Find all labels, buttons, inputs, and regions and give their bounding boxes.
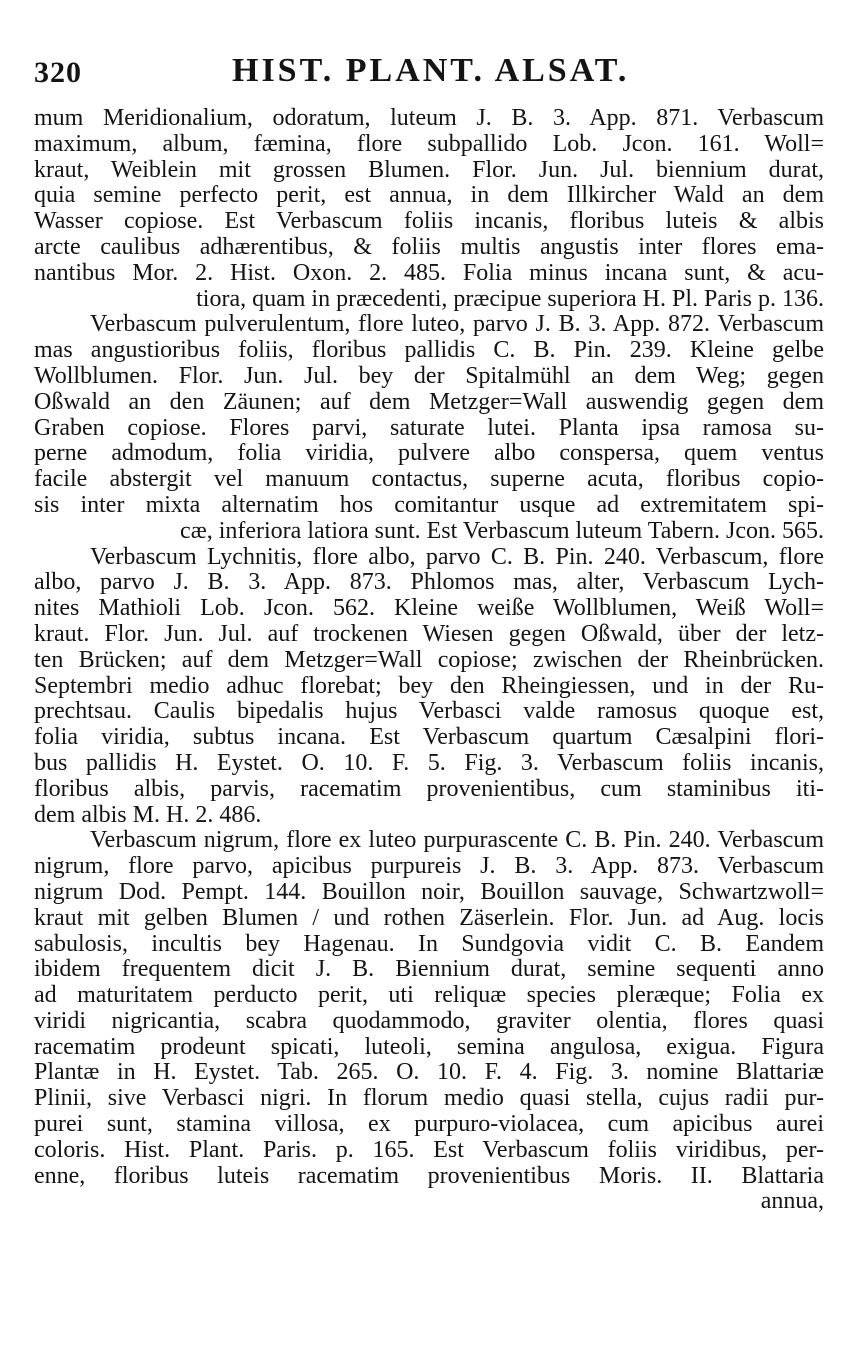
entry-heading-line: Verbascum Lychnitis, flore albo, parvo C. B. Pin. 240. Verbascum, flore — [90, 544, 824, 570]
text-line: prechtsau. Caulis bipedalis hujus Verbasci valde ramosus quoque est, — [34, 699, 824, 725]
text-line: coloris. Hist. Plant. Paris. p. 165. Est Verbascum foliis viridibus, per- — [34, 1137, 824, 1163]
text-line: ibidem frequentem dicit J. B. Biennium durat, semine sequenti anno — [34, 957, 824, 983]
text-line: cæ, inferiora latiora sunt. Est Verbascum luteum Tabern. Jcon. 565. — [180, 518, 824, 544]
text-line: nantibus Mor. 2. Hist. Oxon. 2. 485. Folia minus incana sunt, & acu- — [34, 260, 824, 286]
entry-heading-line: Verbascum pulverulentum, flore luteo, parvo J. B. 3. App. 872. Verbascum — [90, 312, 824, 338]
text-line: albo, parvo J. B. 3. App. 873. Phlomos mas, alter, Verbascum Lych- — [34, 570, 824, 596]
text-line: kraut. Flor. Jun. Jul. auf trockenen Wiesen gegen Oßwald, über der letz- — [34, 621, 824, 647]
text-line: Wasser copiose. Est Verbascum foliis incanis, floribus luteis & albis — [34, 209, 824, 235]
text-line: racematim prodeunt spicati, luteoli, semina angulosa, exigua. Figura — [34, 1034, 824, 1060]
entry-heading-line: Verbascum nigrum, flore ex luteo purpurascente C. B. Pin. 240. Verbascum — [90, 828, 824, 854]
text-line: floribus albis, parvis, racematim provenientibus, cum staminibus iti- — [34, 776, 824, 802]
page-number: 320 — [34, 56, 82, 89]
text-line: arcte caulibus adhærentibus, & foliis multis angustis inter flores ema- — [34, 234, 824, 260]
text-line: kraut mit gelben Blumen / und rothen Zäserlein. Flor. Jun. ad Aug. locis — [34, 905, 824, 931]
text-line: Septembri medio adhuc florebat; bey den Rheingiessen, und in der Ru- — [34, 673, 824, 699]
text-line: Plantæ in H. Eystet. Tab. 265. O. 10. F. 4. Fig. 3. nomine Blattariæ — [34, 1060, 824, 1086]
text-line: mum Meridionalium, odoratum, luteum J. B. 3. App. 871. Verbascum — [34, 106, 824, 131]
text-line: tiora, quam in præcedenti, præcipue superiora H. Pl. Paris p. 136. — [196, 286, 824, 312]
text-line: enne, floribus luteis racematim provenientibus Moris. II. Blattaria — [34, 1163, 824, 1189]
text-line: facile abstergit vel manuum contactus, superne acuta, floribus copio- — [34, 467, 824, 493]
text-line: quia semine perfecto perit, est annua, in dem Illkircher Wald an dem — [34, 183, 824, 209]
text-line: maximum, album, fæmina, flore subpallido Lob. Jcon. 161. Woll= — [34, 131, 824, 157]
text-line: nigrum, flore parvo, apicibus purpureis J. B. 3. App. 873. Verbascum — [34, 854, 824, 880]
text-line: Plinii, sive Verbasci nigri. In florum medio quasi stella, cujus radii pur- — [34, 1086, 824, 1112]
catchword: annua, — [760, 1189, 824, 1215]
text-line: folia viridia, subtus incana. Est Verbascum quartum Cæsalpini flori- — [34, 725, 824, 751]
text-line: purei sunt, stamina villosa, ex purpuro-violacea, cum apicibus aurei — [34, 1112, 824, 1138]
text-line: ad maturitatem perducto perit, uti reliquæ species pleræque; Folia ex — [34, 983, 824, 1009]
body-text — [34, 106, 824, 1215]
text-line: nites Mathioli Lob. Jcon. 562. Kleine weiße Wollblumen, Weiß Woll= — [34, 596, 824, 622]
text-line: ten Brücken; auf dem Metzger=Wall copiose; zwischen der Rheinbrücken. — [34, 647, 824, 673]
text-line: kraut, Weiblein mit grossen Blumen. Flor. Jun. Jul. biennium durat, — [34, 157, 824, 183]
text-line: Oßwald an den Zäunen; auf dem Metzger=Wall auswendig gegen dem — [34, 389, 824, 415]
text-line: sis inter mixta alternatim hos comitantur usque ad extremitatem spi- — [34, 492, 824, 518]
text-line: mas angustioribus foliis, floribus pallidis C. B. Pin. 239. Kleine gelbe — [34, 338, 824, 364]
text-line: sabulosis, incultis bey Hagenau. In Sundgovia vidit C. B. Eandem — [34, 931, 824, 957]
running-head — [34, 52, 820, 96]
text-line: nigrum Dod. Pempt. 144. Bouillon noir, Bouillon sauvage, Schwartzwoll= — [34, 879, 824, 905]
text-line: viridi nigricantia, scabra quodammodo, graviter olentia, flores quasi — [34, 1008, 824, 1034]
text-line: perne admodum, folia viridia, pulvere albo conspersa, quem ventus — [34, 441, 824, 467]
running-title: HIST. PLANT. ALSAT. — [232, 52, 630, 89]
text-line: dem albis M. H. 2. 486. — [34, 802, 262, 828]
text-line: Wollblumen. Flor. Jun. Jul. bey der Spitalmühl an dem Weg; gegen — [34, 363, 824, 389]
text-line: bus pallidis H. Eystet. O. 10. F. 5. Fig. 3. Verbascum foliis incanis, — [34, 750, 824, 776]
text-line: Graben copiose. Flores parvi, saturate lutei. Planta ipsa ramosa su- — [34, 415, 824, 441]
